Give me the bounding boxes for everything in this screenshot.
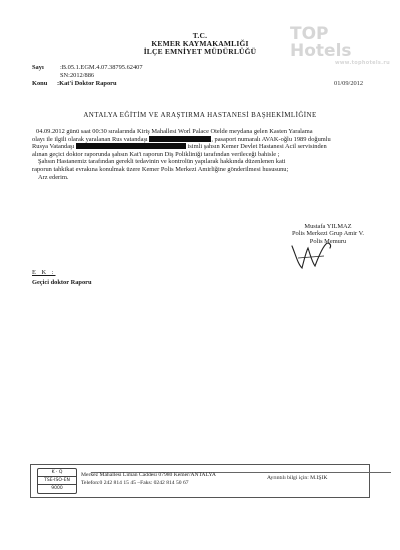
header-emniyet: İLÇE EMNİYET MÜDÜRLÜĞÜ	[143, 47, 257, 56]
sayi-label: Sayı	[32, 64, 44, 71]
quality-seal	[37, 468, 77, 494]
body-line-redacted-2	[32, 143, 372, 151]
addressee: ANTALYA EĞİTİM VE ARAŞTIRMA HASTANESİ BAŞHEKİMLİĞİNE	[83, 111, 317, 119]
footer-box	[30, 464, 370, 498]
body-line: raporun tahkikat evrakına konulmak üzere Kemer Polis Merkezi Amirliğine gönderilmesi hususunu;	[32, 165, 289, 173]
signatory-rank: Polis Memuru	[309, 237, 347, 245]
seal-line: 9000	[51, 486, 63, 491]
body-line: 04.09.2012 günü saat 00:30 sıralarında Kiriş Mahallesi Worl Palace Otelde meydana gelen Kasten Yaralama	[36, 128, 313, 135]
konu-value: :Kat'i Doktor Raporu	[57, 80, 117, 87]
header-kaymakamlik: KEMER KAYMAKAMLIĞI	[151, 39, 249, 48]
body-line: Şahsın Hastanemiz tarafından gerekli tedavinin ve kontrolün yapılarak hakkında düzenlenen kati	[38, 158, 286, 166]
watermark-brand: TOP Hotels	[290, 24, 352, 61]
body-fragment: isimli şahsın Kemer Devlet Hastanesi Acil servisinden	[187, 143, 327, 151]
footer-info: Ayrıntılı bilgi için: M.IŞIK	[267, 475, 328, 481]
attachment-item: Geçici doktor Raporu	[32, 279, 92, 286]
header-tc: T.C.	[192, 31, 208, 40]
konu-label: Konu	[32, 80, 48, 87]
document-date: 01/09/2012	[334, 80, 364, 87]
sn-value: SN:2012/886	[60, 72, 95, 79]
footer-phone: Telefon:0 242 814 15 45 –Faks: 0242 814 50 67	[81, 480, 189, 486]
body-line: alınan geçici doktor raporunda şahsın Kat'i raporun Diş Polikliniği tarafından verileceği bahisle ;	[32, 150, 280, 158]
attachments-label: E K :	[32, 269, 56, 276]
seal-line: TSE-ISO-EN	[38, 476, 76, 485]
body-fragment: olayı ile ilgili olarak yaralanan Rus vatandaşı	[32, 135, 148, 143]
sayi-value: :B.05.1.EGM.4.07.38795.62407	[60, 64, 143, 71]
signatory-name: Mustafa YILMAZ	[304, 223, 352, 230]
body-closing: Arz ederim.	[38, 173, 69, 181]
redaction-bar	[149, 136, 211, 142]
body-paragraph-1	[32, 128, 372, 181]
redaction-bar	[76, 143, 186, 149]
body-fragment: , pasaport numaralı AVAK-oğlu 1989 doğumlu	[211, 135, 331, 143]
signatory-title: Polis Merkezi Grup Amir V.	[291, 230, 364, 238]
watermark-sub: www.tophotels.ru	[334, 60, 390, 66]
watermark	[290, 26, 390, 66]
handwritten-signature	[288, 238, 340, 274]
seal-line: K · Q	[51, 470, 63, 475]
body-line-redacted-1	[32, 136, 372, 144]
footer-address: Merkez Mahallesi Liman Caddesi 07980 Kemer/ANTALYA	[81, 472, 216, 478]
body-fragment: Rusya Vatandaşı	[32, 143, 75, 151]
